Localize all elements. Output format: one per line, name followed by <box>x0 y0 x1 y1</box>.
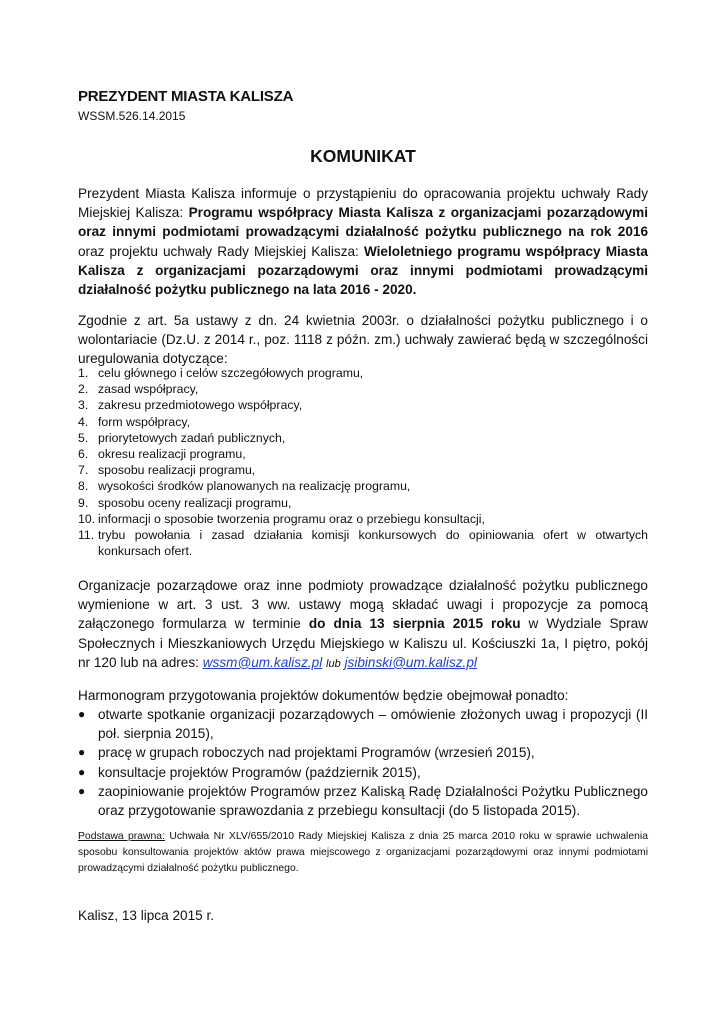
list-item-text: wysokości środków planowanych na realizację programu, <box>98 479 411 494</box>
bullet-icon: ● <box>78 764 86 779</box>
list-item-text: konsultacje projektów Programów (październik 2015), <box>98 764 421 780</box>
list-item-text: zaopiniowanie projektów Programów przez Kaliską Radę Działalności Pożytku Publicznego oraz przygotowanie sprawozdania z przebiegu konsultacji (do 5 listopada 2015). <box>98 783 648 819</box>
list-item-text: okresu realizacji programu, <box>98 447 246 462</box>
list-item-number: 3. <box>78 398 89 413</box>
legal-note <box>78 829 648 877</box>
deadline-date: do dnia 13 sierpnia 2015 roku <box>308 616 521 632</box>
list-item <box>78 478 648 494</box>
list-item <box>78 763 648 782</box>
bullet-icon: ● <box>78 745 86 760</box>
list-item-text: sposobu oceny realizacji programu, <box>98 495 292 510</box>
list-item <box>78 495 648 511</box>
intro-text-2: oraz projektu uchwały Rady Miejskiej Kalisza: <box>78 243 364 259</box>
list-item-text: zasad współpracy, <box>98 382 199 397</box>
list-item <box>78 430 648 446</box>
list-item <box>78 743 648 762</box>
document-reference: WSSM.526.14.2015 <box>78 109 186 123</box>
issuing-authority: PREZYDENT MIASTA KALISZA <box>78 88 294 105</box>
list-item-number: 6. <box>78 447 89 462</box>
bullet-icon: ● <box>78 783 86 798</box>
list-item-number: 4. <box>78 414 89 429</box>
email-link-jsibinski[interactable]: jsibinski@um.kalisz.pl <box>344 654 477 670</box>
list-item-text: sposobu realizacji programu, <box>98 463 256 478</box>
list-item <box>78 511 648 527</box>
list-item <box>78 381 648 397</box>
email-connector: lub <box>326 657 341 670</box>
schedule-intro: Harmonogram przygotowania projektów dokumentów będzie obejmował ponadto: <box>78 688 569 703</box>
intro-text-1: Prezydent Miasta Kalisza informuje o przystąpieniu do opracowania projektu uchwały Rady Miejskiej Kalisza: <box>78 186 648 221</box>
list-item-number: 11. <box>78 528 95 543</box>
list-item-number: 2. <box>78 382 89 397</box>
list-item-number: 1. <box>78 366 89 380</box>
list-item-text: zakresu przedmiotowego współpracy, <box>98 398 303 413</box>
list-item-text: priorytetowych zadań publicznych, <box>98 430 286 445</box>
multiyear-program-title: Wieloletniego programu współpracy Miasta Kalisza z organizacjami pozarządowymi oraz innymi podmiotami prowadzącymi działalność pożytku publicznego na lata 2016 - 2020. <box>78 243 648 298</box>
list-item-text: informacji o sposobie tworzenia programu oraz o przebiegu konsultacji, <box>98 511 485 526</box>
comments-text-2: w Wydziale Spraw Społecznych i Mieszkaniowych Urzędu Miejskiego w Kaliszu ul. Kościuszki 1a, I piętro, pokój nr 120 lub na adres: <box>78 616 648 670</box>
program-2016-title: Programu współpracy Miasta Kalisza z organizacjami pozarządowymi oraz innymi podmiotami prowadzącymi działalność pożytku publicznego na rok 2016 <box>78 205 649 240</box>
legal-basis-paragraph: Zgodnie z art. 5a ustawy z dn. 24 kwietnia 2003r. o działalności pożytku publicznego i o wolontariacie (Dz.U. z 2014 r., poz. 1118 z późn. zm.) uchwały zawierać będą w szczególności uregulowania dotyczące: <box>78 313 648 367</box>
list-item-text: trybu powołania i zasad działania komisji konkursowych do opiniowania ofert w otwartych konkursach ofert. <box>98 528 648 559</box>
regulations-list <box>78 365 648 559</box>
place-date-signoff: Kalisz, 13 lipca 2015 r. <box>78 908 215 923</box>
list-item <box>78 446 648 462</box>
comments-paragraph <box>78 576 648 674</box>
list-item-number: 10. <box>78 511 96 526</box>
list-item-number: 5. <box>78 430 89 445</box>
list-item-text: otwarte spotkanie organizacji pozarządowych – omówienie złożonych uwag i propozycji (II poł. sierpnia 2015), <box>98 707 648 742</box>
list-item-text: celu głównego i celów szczegółowych programu, <box>98 366 364 380</box>
list-item <box>78 462 648 478</box>
list-item <box>78 365 648 381</box>
list-item-number: 7. <box>78 463 89 478</box>
list-item-number: 8. <box>78 479 89 494</box>
legal-note-text: Uchwała Nr XLV/655/2010 Rady Miejskiej Kalisza z dnia 25 marca 2010 roku w sprawie uchwalenia sposobu konsultowania projektów aktów prawa miejscowego z organizacjami pozarządowymi oraz innymi podmiotami prowadzącymi działalność pożytku publicznego. <box>78 831 648 874</box>
legal-note-label: Podstawa prawna: <box>78 831 165 842</box>
list-item <box>78 397 648 413</box>
list-item <box>78 782 648 820</box>
document-title: KOMUNIKAT <box>310 146 416 166</box>
list-item <box>78 527 648 559</box>
list-item-text: form współpracy, <box>98 414 191 429</box>
email-link-wssm[interactable]: wssm@um.kalisz.pl <box>202 654 323 670</box>
list-item <box>78 705 648 743</box>
bullet-icon: ● <box>78 707 86 721</box>
comments-text-1: Organizacje pozarządowe oraz inne podmioty prowadzące działalność pożytku publicznego wymienione w art. 3 ust. 3 ww. ustawy mogą składać uwagi i propozycje za pomocą załączonego formularza w terminie <box>78 578 648 632</box>
list-item <box>78 414 648 430</box>
schedule-list <box>78 705 648 820</box>
list-item-text: pracę w grupach roboczych nad projektami Programów (wrzesień 2015), <box>98 745 535 761</box>
intro-paragraph <box>78 184 648 299</box>
list-item-number: 9. <box>78 495 89 510</box>
